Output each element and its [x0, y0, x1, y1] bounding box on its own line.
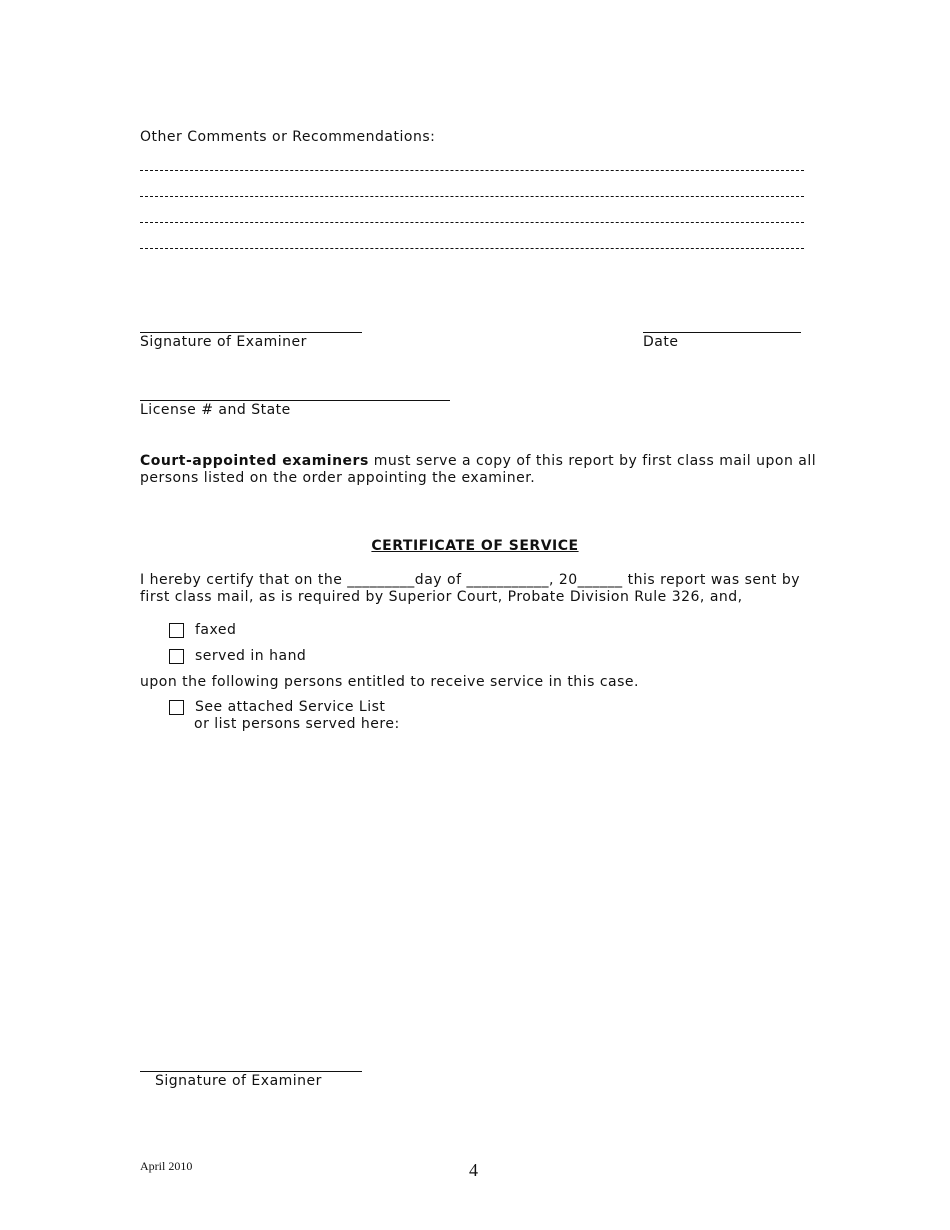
certificate-line-1: I hereby certify that on the _________day of ___________, 20______ this report was sent by [140, 572, 800, 588]
faxed-label: faxed [195, 622, 237, 638]
service-list-sub: or list persons served here: [194, 716, 400, 732]
service-list-checkbox[interactable] [169, 700, 184, 715]
served-in-hand-checkbox[interactable] [169, 649, 184, 664]
served-in-hand-label: served in hand [195, 648, 307, 664]
date-label: Date [643, 334, 679, 350]
license-label: License # and State [140, 402, 291, 418]
examiner-notice [140, 453, 820, 487]
persons-entitled-text: upon the following persons entitled to receive service in this case. [140, 674, 639, 690]
comments-label: Other Comments or Recommendations: [140, 129, 436, 145]
notice-text-1: must serve a copy of this report by first class mail upon all [368, 453, 817, 469]
certificate-statement [140, 572, 820, 606]
license-line[interactable] [140, 400, 450, 401]
notice-text-2: persons listed on the order appointing the examiner. [140, 470, 536, 486]
faxed-checkbox[interactable] [169, 623, 184, 638]
signature-line[interactable] [140, 332, 362, 333]
certificate-line-2: first class mail, as is required by Superior Court, Probate Division Rule 326, and, [140, 589, 743, 605]
comment-line[interactable] [140, 196, 804, 197]
footer-date: April 2010 [140, 1159, 193, 1173]
final-signature-line[interactable] [140, 1071, 362, 1072]
service-list-label: See attached Service List [195, 699, 386, 715]
signature-label: Signature of Examiner [140, 334, 307, 350]
comment-line[interactable] [140, 222, 804, 223]
final-signature-label: Signature of Examiner [155, 1073, 322, 1089]
certificate-title: CERTIFICATE OF SERVICE [371, 538, 579, 554]
date-line[interactable] [643, 332, 801, 333]
notice-bold-lead: Court-appointed examiners [140, 453, 369, 469]
page-number: 4 [469, 1160, 478, 1180]
comment-line[interactable] [140, 170, 804, 171]
comment-line[interactable] [140, 248, 804, 249]
